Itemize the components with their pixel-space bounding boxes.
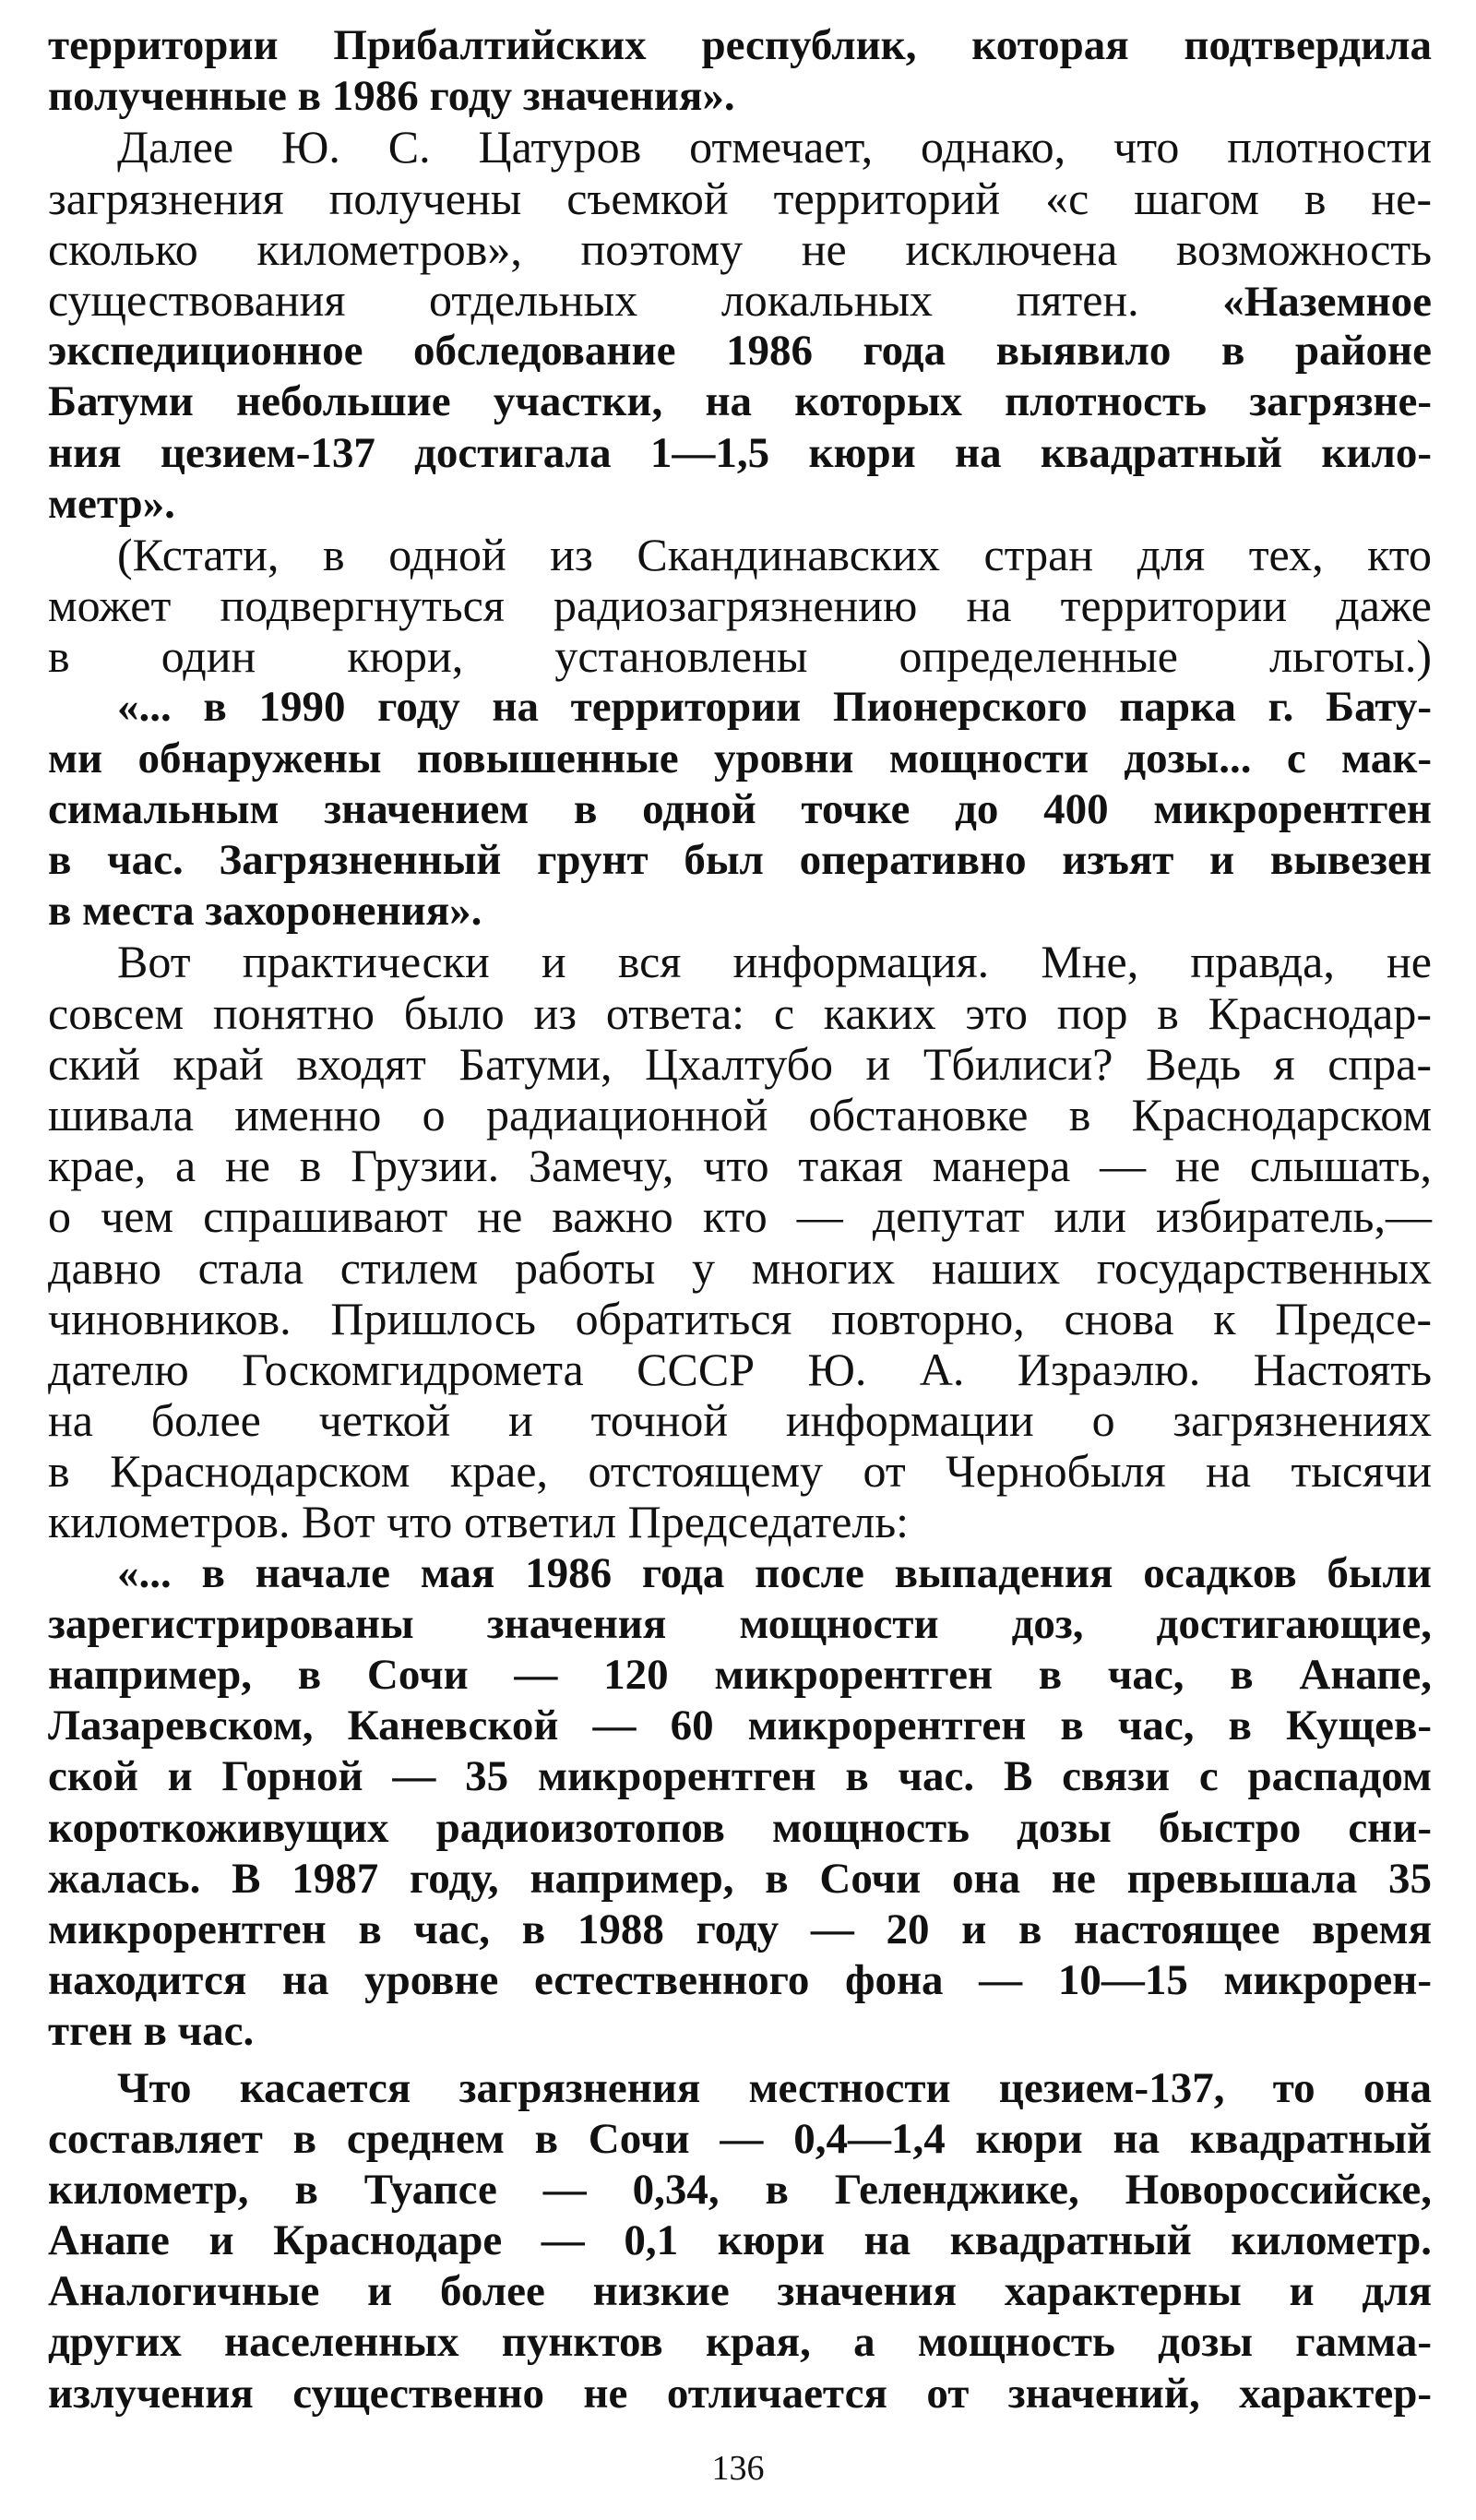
text-line: ния цезием-137 достигала 1—1,5 кюри на квадратный кило- [48, 428, 1432, 477]
page-text [48, 20, 1432, 2419]
text-line: например, в Сочи — 120 микрорентген в час, в Анапе, [48, 1651, 1432, 1699]
page-number: 136 [711, 2449, 765, 2488]
text-line: (Кстати, в одной из Скандинавских стран для тех, кто [117, 528, 1432, 580]
text-line: ми обнаружены повышенные уровни мощности дозы... с мак- [48, 734, 1432, 782]
text-line: Аналогичные и более низкие значения характерны и для [48, 2267, 1432, 2316]
text-line: о чем спрашивают не важно кто — депутат или избиратель,— [48, 1190, 1432, 1243]
text-line: «... в начале мая 1986 года после выпадения осадков были [117, 1548, 1432, 1597]
text-line: загрязнения получены съемкой территорий «с шагом в не- [48, 172, 1432, 224]
text-line: совсем понятно было из ответа: с каких это пор в Краснодар- [48, 986, 1432, 1039]
text-line: Лазаревском, Каневской — 60 микрорентген в час, в Кущев- [48, 1702, 1432, 1750]
text-line: в Краснодарском крае, отстоящему от Чернобыля на тысячи [48, 1445, 1432, 1498]
text-line: симальным значением в одной точке до 400 микрорентген [48, 784, 1432, 833]
text-line: километров. Вот что ответил Председатель: [48, 1496, 910, 1548]
paragraph-bold [48, 20, 1432, 122]
paragraph-bold [48, 1548, 1432, 2058]
text-line: жалась. В 1987 году, например, в Сочи она не превышала 35 [48, 1854, 1432, 1903]
text-line: территории Прибалтийских республик, которая подтвердила [48, 21, 1432, 69]
text-line: полученные в 1986 году значения». [48, 72, 735, 121]
text-line: ский край входят Батуми, Цхалтубо и Тбилиси? Ведь я спра- [48, 1037, 1432, 1090]
text-line: Анапе и Краснодаре — 0,1 кюри на квадратный километр. [48, 2216, 1432, 2265]
text-line: метр». [48, 479, 175, 528]
paragraph [48, 122, 1432, 530]
text-line: ской и Горной — 35 микрорентген в час. В связи с распадом [48, 1752, 1432, 1801]
text-line: Далее Ю. С. Цатуров отмечает, однако, что плотности [117, 121, 1432, 173]
text-line: крае, а не в Грузии. Замечу, что такая манера — не слышать, [48, 1140, 1432, 1192]
text-line: экспедиционное обследование 1986 года выявило в районе [48, 327, 1432, 376]
text-line: короткоживущих радиоизотопов мощность дозы быстро сни- [48, 1803, 1432, 1852]
text-line: находится на уровне естественного фона — 10—15 микрорен- [48, 1956, 1432, 2005]
paragraph-bold [48, 682, 1432, 937]
text-line: в час. Загрязненный грунт был оперативно изъят и вывезен [48, 836, 1432, 884]
text-line: может подвергнуться радиозагрязнению на территории даже [48, 579, 1432, 632]
text-line: «... в 1990 году на территории Пионерского парка г. Бату- [117, 683, 1432, 732]
text-line: зарегистрированы значения мощности доз, достигающие, [48, 1599, 1432, 1648]
text-line: давно стала стилем работы у многих наших государственных [48, 1241, 1432, 1294]
text-line: сколько километров», поэтому не исключена возможность [48, 222, 1432, 275]
text-line: других населенных пунктов края, а мощность дозы гамма- [48, 2318, 1432, 2367]
paragraph [48, 530, 1432, 683]
paragraph [48, 937, 1432, 1547]
text-segment: существования отдельных локальных пятен. [48, 273, 1139, 326]
text-segment-bold: «Наземное [1222, 277, 1432, 326]
text-line: излучения существенно не отличается от значений, характер- [48, 2369, 1432, 2418]
text-line: чиновников. Пришлось обратиться повторно, снова к Предсе- [48, 1292, 1432, 1344]
text-line: составляет в среднем в Сочи — 0,4—1,4 кюри на квадратный [48, 2114, 1432, 2163]
text-line: дателю Госкомгидромета СССР Ю. А. Израэлю. Настоять [48, 1343, 1432, 1395]
text-line: километр, в Туапсе — 0,34, в Геленджике, Новороссийске, [48, 2165, 1432, 2214]
text-line: шивала именно о радиационной обстановке в Краснодарском [48, 1088, 1432, 1141]
text-line: на более четкой и точной информации о загрязнениях [48, 1394, 1432, 1447]
paragraph-bold [48, 2063, 1432, 2419]
text-line: в один кюри, установлены определенные льготы.) [48, 630, 1432, 683]
text-line: Что касается загрязнения местности цезием-137, то она [117, 2063, 1432, 2112]
text-line: Батуми небольшие участки, на которых плотность загрязне- [48, 377, 1432, 426]
text-line-mixed [48, 275, 1432, 326]
text-line: Вот практически и вся информация. Мне, правда, не [117, 936, 1432, 988]
text-line: тген в час. [48, 2007, 255, 2056]
text-line: микрорентген в час, в 1988 году — 20 и в настоящее время [48, 1905, 1432, 1953]
text-line: в места захоронения». [48, 887, 482, 936]
